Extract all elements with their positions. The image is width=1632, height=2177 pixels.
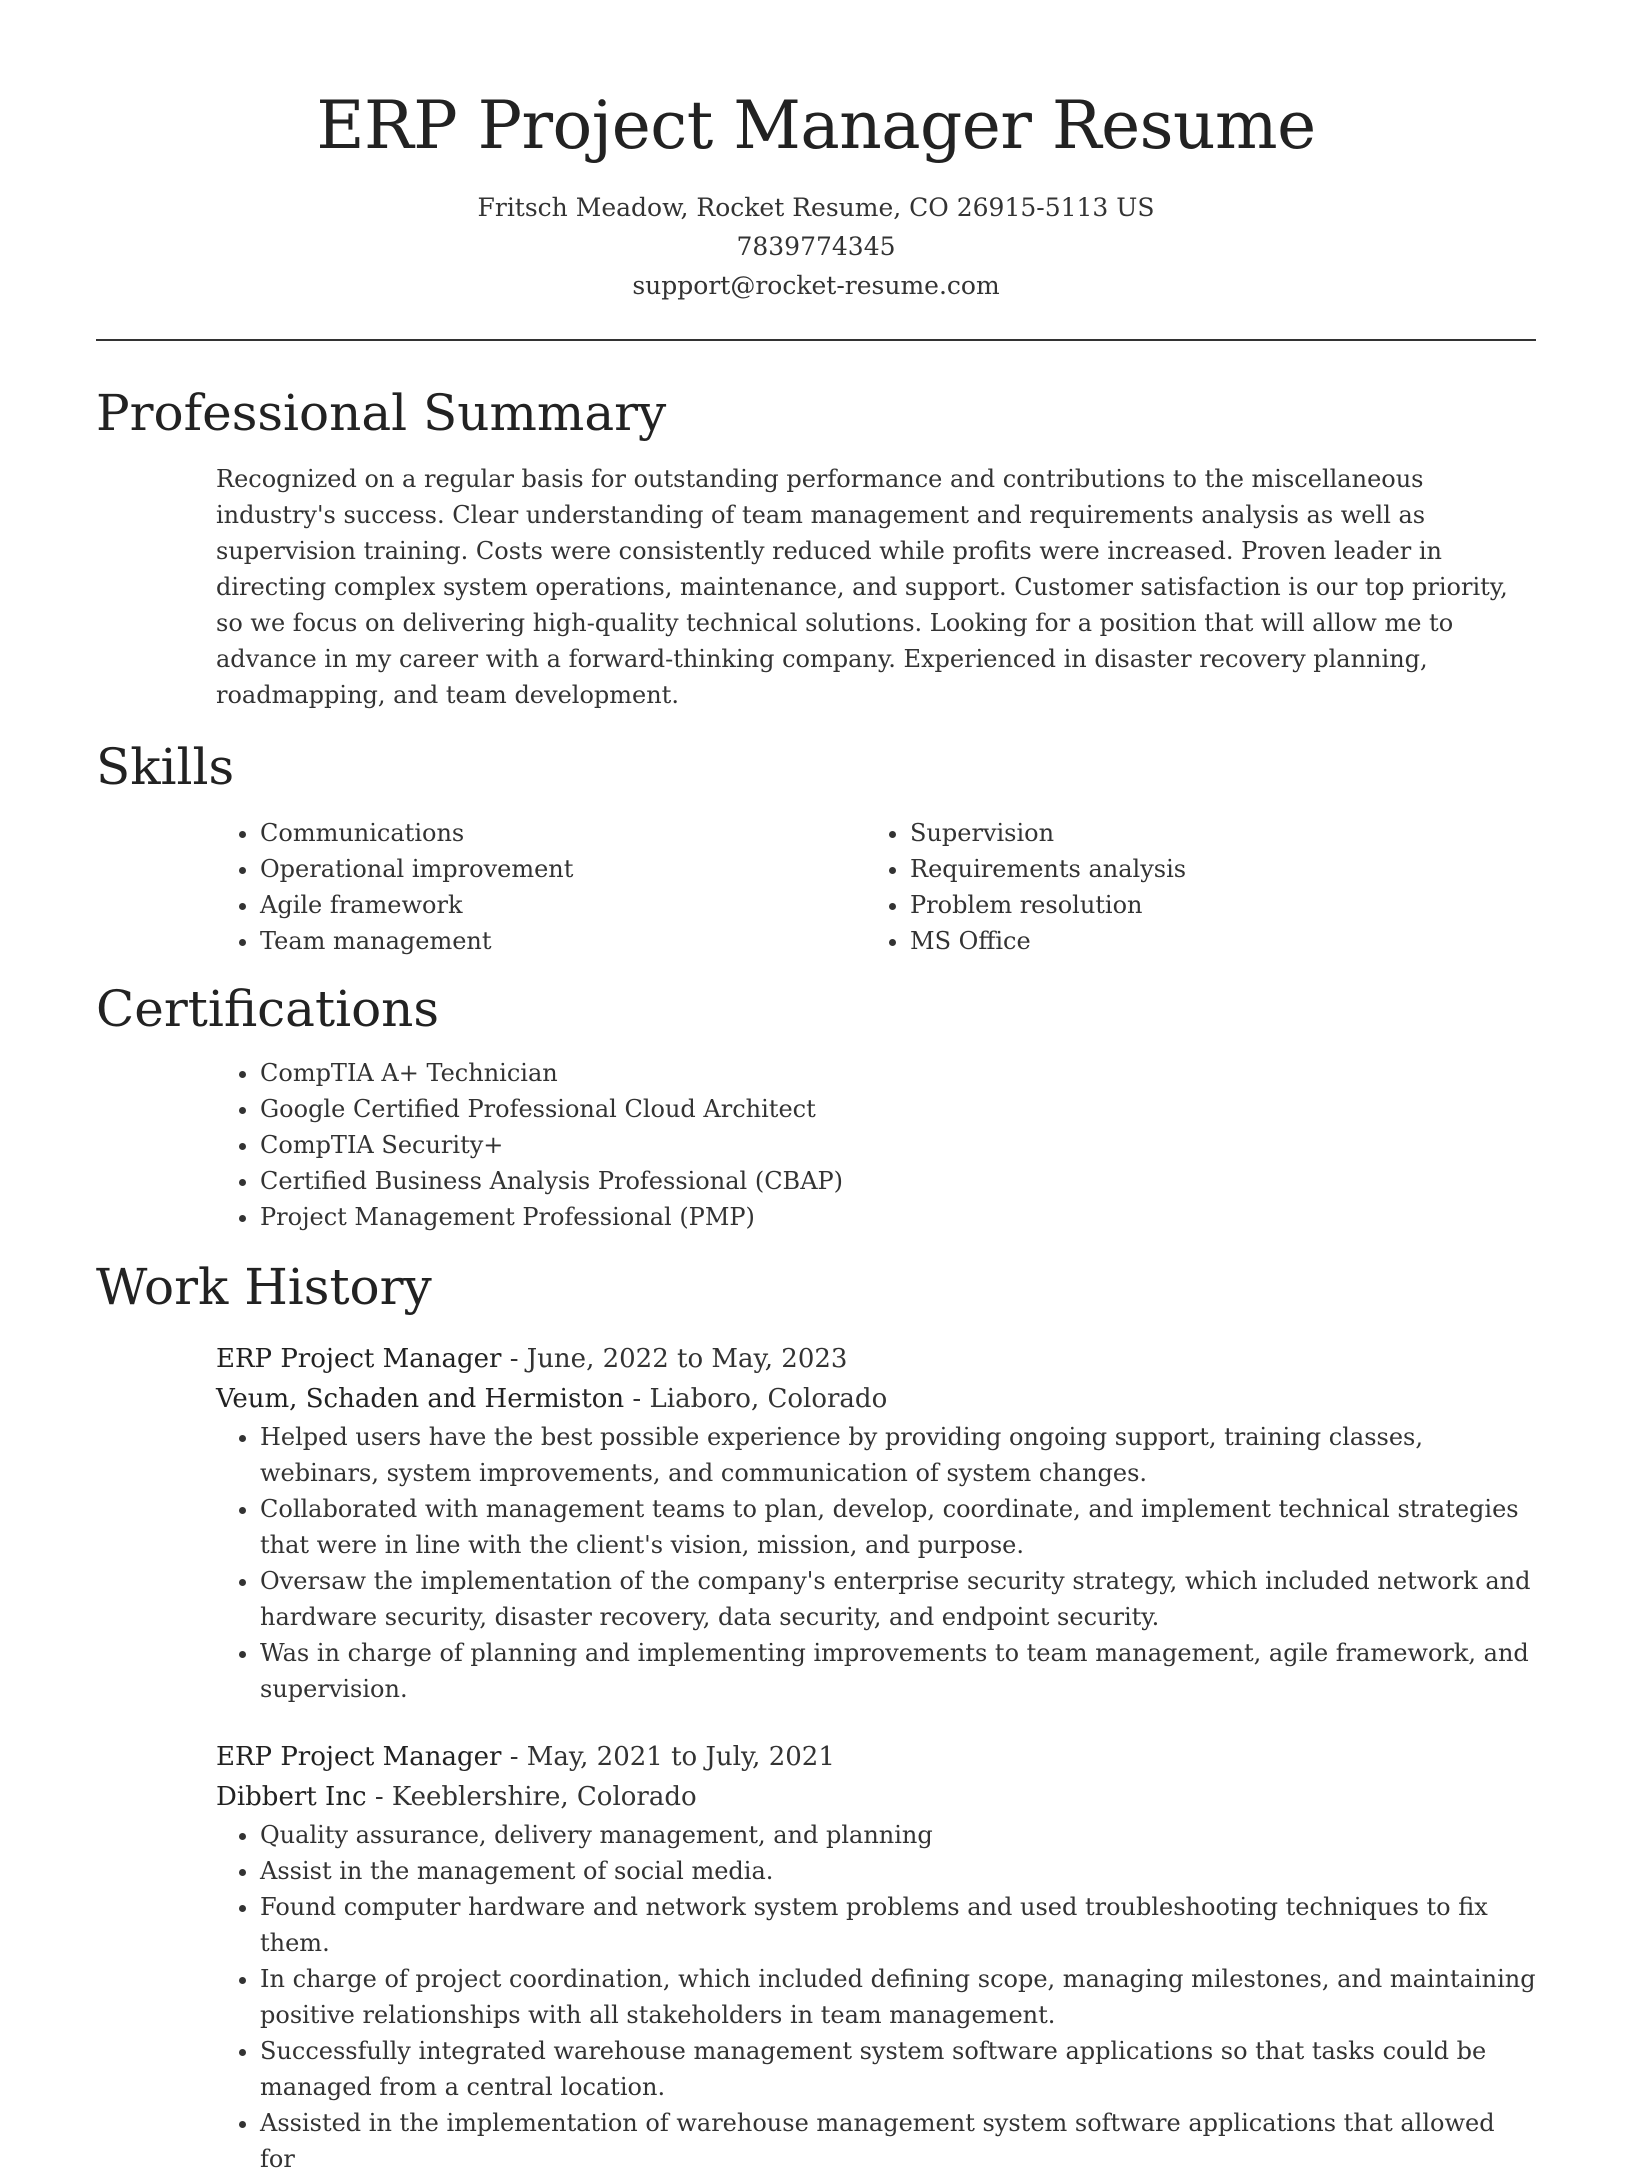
job-bullet: • Assisted in the implementation of warehouse management system software applications that allowed for: [260, 2105, 1536, 2177]
work-history-heading: Work History: [96, 1258, 432, 1316]
job-company: Veum, Schaden and Hermiston: [216, 1384, 625, 1414]
job-role: ERP Project Manager: [216, 1344, 502, 1374]
certification-item: • Project Management Professional (PMP): [260, 1199, 1536, 1235]
skill-item: • Operational improvement: [260, 851, 866, 887]
header-divider: [96, 339, 1536, 341]
job-location: - Liaboro, Colorado: [624, 1384, 888, 1414]
skill-item: • MS Office: [910, 923, 1516, 959]
job-dates: - May, 2021 to July, 2021: [501, 1742, 835, 1772]
skill-item: • Agile framework: [260, 887, 866, 923]
job-bullet: • Was in charge of planning and implementing improvements to team management, agile framework, and supervision.: [260, 1635, 1536, 1707]
contact-block: [96, 188, 1536, 305]
certifications-list: [216, 1055, 1536, 1235]
job-bullet: • Helped users have the best possible experience by providing ongoing support, training classes, webinars, system improvements, and communication of system changes.: [260, 1419, 1536, 1491]
certification-item: • CompTIA A+ Technician: [260, 1055, 1536, 1091]
job-bullet: • Quality assurance, delivery management, and planning: [260, 1817, 1536, 1853]
contact-email: support@rocket-resume.com: [632, 271, 1000, 300]
certification-item: • CompTIA Security+: [260, 1127, 1536, 1163]
job-company-line: [216, 1379, 1536, 1419]
certification-item: • Certified Business Analysis Professional (CBAP): [260, 1163, 1536, 1199]
skill-item: • Requirements analysis: [910, 851, 1516, 887]
job-role: ERP Project Manager: [216, 1742, 502, 1772]
certifications-heading: Certifications: [96, 980, 440, 1038]
job-title-line: [216, 1737, 1536, 1777]
summary-text: Recognized on a regular basis for outstanding performance and contributions to the miscellaneous industry's success. Clear understanding of team management and requirements analysis as well as supervision training. Costs were consistently reduced while profits were increased. Proven leader in directing complex system operations, maintenance, and support. Customer satisfaction is our top priority, so we focus on delivering high-quality technical solutions. Looking for a position that will allow me to advance in my career with a forward-thinking company. Experienced in disaster recovery planning, roadmapping, and team development.: [216, 465, 1508, 709]
job-bullets: [216, 1419, 1536, 1707]
skill-item: • Problem resolution: [910, 887, 1516, 923]
job-bullet: • Found computer hardware and network system problems and used troubleshooting techniques to fix them.: [260, 1889, 1536, 1961]
resume-page: [96, 0, 1536, 2177]
job-bullet: • Successfully integrated warehouse management system software applications so that tasks could be managed from a central location.: [260, 2033, 1536, 2105]
skills-heading: Skills: [96, 738, 235, 796]
resume-title: ERP Project Manager Resume: [316, 87, 1316, 164]
skills-column-right: [866, 815, 1516, 959]
skill-item: • Communications: [260, 815, 866, 851]
contact-address: Fritsch Meadow, Rocket Resume, CO 26915-5113 US: [477, 193, 1155, 222]
job-dates: - June, 2022 to May, 2023: [501, 1344, 848, 1374]
job-bullet: • In charge of project coordination, which included defining scope, managing milestones, and maintaining positive relationships with all stakeholders in team management.: [260, 1961, 1536, 2033]
job-entry: [216, 1737, 1536, 2177]
certification-item: • Google Certified Professional Cloud Architect: [260, 1091, 1536, 1127]
contact-phone: 7839774345: [736, 232, 896, 261]
job-company: Dibbert Inc: [216, 1782, 367, 1812]
job-location: - Keeblershire, Colorado: [366, 1782, 697, 1812]
job-bullet: • Oversaw the implementation of the company's enterprise security strategy, which included network and hardware security, disaster recovery, data security, and endpoint security.: [260, 1563, 1536, 1635]
skill-item: • Team management: [260, 923, 866, 959]
job-bullet: • Collaborated with management teams to plan, develop, coordinate, and implement technical strategies that were in line with the client's vision, mission, and purpose.: [260, 1491, 1536, 1563]
skills-grid: [216, 815, 1536, 959]
job-title-line: [216, 1339, 1536, 1379]
job-entry: [216, 1339, 1536, 1707]
skill-item: • Supervision: [910, 815, 1516, 851]
job-bullets: [216, 1817, 1536, 2177]
job-company-line: [216, 1777, 1536, 1817]
summary-heading: Professional Summary: [96, 384, 667, 442]
job-bullet: • Assist in the management of social media.: [260, 1853, 1536, 1889]
skills-column-left: [216, 815, 866, 959]
